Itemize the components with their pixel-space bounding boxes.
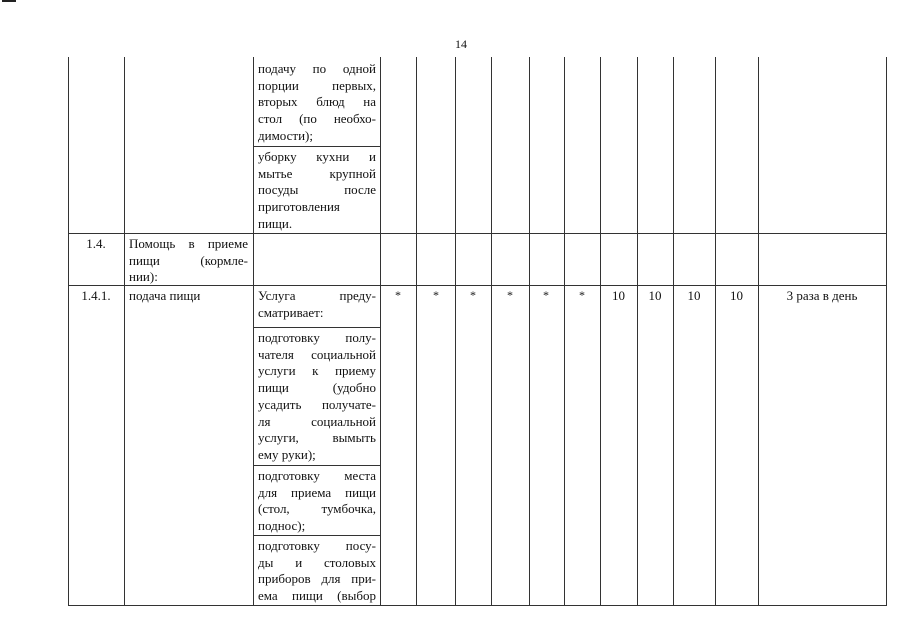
corner-mark	[2, 0, 16, 2]
service-desc-top-2: уборку кухни и мытье крупной посуды после приготовления пищи.	[258, 149, 376, 231]
mark-5: *	[543, 288, 549, 302]
mark-2: *	[433, 288, 439, 302]
service-desc-top-1: подачу по одной порции первых, вторых блюд на стол (по необхо- димости);	[258, 61, 376, 143]
frequency: 3 раза в день	[786, 288, 858, 303]
row-1-4-number: 1.4.	[86, 236, 106, 251]
row-1-4-1-name: подача пищи	[129, 288, 201, 303]
mark-3: *	[470, 288, 476, 302]
row-1-4-1-number: 1.4.1.	[81, 288, 111, 303]
mark-1: *	[395, 288, 401, 302]
service-desc-1: подготовку полу- чателя социальной услуги к приему пищи (удобно усадить получате- ля социальной услуги, вымыть ему руки);	[258, 330, 376, 462]
value-2: 10	[648, 288, 662, 303]
mark-4: *	[507, 288, 513, 302]
service-desc-2: подготовку места для приема пищи (стол, тумбочка, поднос);	[258, 468, 376, 534]
value-3: 10	[687, 288, 701, 303]
page-number: 14	[455, 37, 467, 51]
mark-6: *	[579, 288, 585, 302]
row-1-4-1-intro: Услуга преду- сматривает:	[258, 288, 376, 320]
service-desc-3: подготовку посу- ды и столовых приборов для при- ема пищи (выбор	[258, 538, 376, 604]
value-1: 10	[612, 288, 625, 303]
row-1-4-name: Помощь в приеме пищи (кормле- нии):	[129, 236, 248, 285]
value-4: 10	[730, 288, 743, 303]
